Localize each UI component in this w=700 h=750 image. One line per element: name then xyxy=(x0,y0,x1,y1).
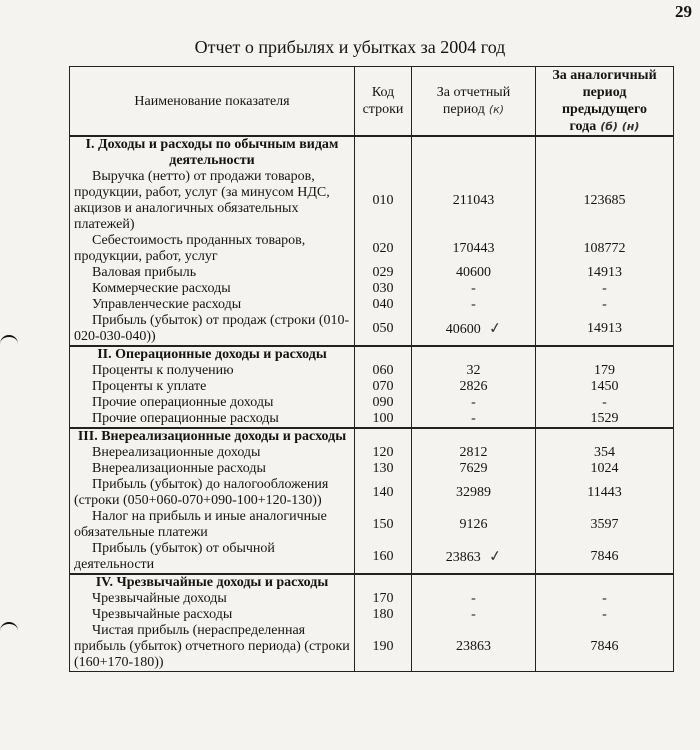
current-value: - xyxy=(412,591,536,607)
previous-value: 1529 xyxy=(536,411,674,428)
row-code: 190 xyxy=(355,623,412,672)
row-code: 040 xyxy=(355,297,412,313)
table-row xyxy=(70,623,674,672)
table-row xyxy=(70,509,674,541)
row-code: 160 xyxy=(355,541,412,574)
previous-value: 179 xyxy=(536,363,674,379)
current-value: 2812 xyxy=(412,445,536,461)
row-code: 100 xyxy=(355,411,412,428)
current-value: 211043 xyxy=(412,169,536,233)
row-label: Выручка (нетто) от продажи товаров, продукции, работ, услуг (за минусом НДС, акцизов и аналогичных обязательных платежей) xyxy=(70,169,355,233)
section-title: III. Внереализационные доходы и расходы xyxy=(70,428,355,445)
current-value: - xyxy=(412,411,536,428)
row-code: 170 xyxy=(355,591,412,607)
previous-value: 11443 xyxy=(536,477,674,509)
row-code: 030 xyxy=(355,281,412,297)
previous-value: 354 xyxy=(536,445,674,461)
row-code: 180 xyxy=(355,607,412,623)
handwritten-note: (б) (н) xyxy=(600,120,640,133)
row-label: Себестоимость проданных товаров, продукции, работ, услуг xyxy=(70,233,355,265)
row-label: Управленческие расходы xyxy=(70,297,355,313)
table-header-row xyxy=(70,67,674,137)
previous-value: 108772 xyxy=(536,233,674,265)
row-label: Налог на прибыль и иные аналогичные обязательные платежи xyxy=(70,509,355,541)
section-title: I. Доходы и расходы по обычным видам деятельности xyxy=(70,136,355,169)
previous-value: - xyxy=(536,591,674,607)
row-label: Коммерческие расходы xyxy=(70,281,355,297)
previous-value: 7846 xyxy=(536,541,674,574)
current-value: 40600 xyxy=(412,265,536,281)
row-code: 140 xyxy=(355,477,412,509)
current-value: - xyxy=(412,607,536,623)
checkmark-icon: ✓ xyxy=(487,319,503,338)
previous-value: 14913 xyxy=(536,313,674,346)
row-label: Прочие операционные расходы xyxy=(70,411,355,428)
table-row xyxy=(70,379,674,395)
current-value: 32989 xyxy=(412,477,536,509)
current-value: 2826 xyxy=(412,379,536,395)
current-value: 170443 xyxy=(412,233,536,265)
section-row xyxy=(70,574,674,591)
row-code: 070 xyxy=(355,379,412,395)
income-statement-table xyxy=(69,66,674,672)
table-row xyxy=(70,233,674,265)
current-value: 40600 ✓ xyxy=(412,313,536,346)
previous-value: 1450 xyxy=(536,379,674,395)
row-label: Чрезвычайные доходы xyxy=(70,591,355,607)
current-value: - xyxy=(412,395,536,411)
row-code: 010 xyxy=(355,169,412,233)
table-row xyxy=(70,461,674,477)
previous-value: - xyxy=(536,395,674,411)
previous-value: 7846 xyxy=(536,623,674,672)
document-title: Отчет о прибылях и убытках за 2004 год xyxy=(194,37,506,57)
row-label: Прибыль (убыток) до налогообложения (строки (050+060-070+090-100+120-130)) xyxy=(70,477,355,509)
current-value: 23863 ✓ xyxy=(412,541,536,574)
section-row xyxy=(70,346,674,363)
row-label: Внереализационные расходы xyxy=(70,461,355,477)
previous-value: 3597 xyxy=(536,509,674,541)
table-row xyxy=(70,169,674,233)
table-row xyxy=(70,313,674,346)
row-label: Проценты к получению xyxy=(70,363,355,379)
previous-value: 14913 xyxy=(536,265,674,281)
current-value: 32 xyxy=(412,363,536,379)
row-label: Внереализационные доходы xyxy=(70,445,355,461)
table-row xyxy=(70,591,674,607)
checkmark-icon: ✓ xyxy=(487,547,503,566)
table-row xyxy=(70,281,674,297)
row-label: Прибыль (убыток) от обычной деятельности xyxy=(70,541,355,574)
table-row xyxy=(70,445,674,461)
row-code: 090 xyxy=(355,395,412,411)
row-code: 029 xyxy=(355,265,412,281)
row-label: Прибыль (убыток) от продаж (строки (010-020-030-040)) xyxy=(70,313,355,346)
row-code: 120 xyxy=(355,445,412,461)
section-title: IV. Чрезвычайные доходы и расходы xyxy=(70,574,355,591)
previous-value: 1024 xyxy=(536,461,674,477)
header-name: Наименование показателя xyxy=(70,67,355,137)
margin-mark xyxy=(0,335,18,345)
row-label: Чрезвычайные расходы xyxy=(70,607,355,623)
table-row xyxy=(70,363,674,379)
row-label: Проценты к уплате xyxy=(70,379,355,395)
previous-value: - xyxy=(536,607,674,623)
table-row xyxy=(70,265,674,281)
handwritten-note: (к) xyxy=(488,103,505,116)
table-row xyxy=(70,395,674,411)
row-code: 050 xyxy=(355,313,412,346)
table-row xyxy=(70,477,674,509)
table-row xyxy=(70,411,674,428)
previous-value: 123685 xyxy=(536,169,674,233)
row-code: 130 xyxy=(355,461,412,477)
section-row xyxy=(70,428,674,445)
table-row xyxy=(70,607,674,623)
current-value: 23863 xyxy=(412,623,536,672)
current-value: - xyxy=(412,281,536,297)
header-code: Код строки xyxy=(355,67,412,137)
current-value: - xyxy=(412,297,536,313)
header-previous: За аналогичный период предыдущего года (б) (н) xyxy=(536,67,674,137)
margin-mark xyxy=(0,622,18,632)
page-number: 29 xyxy=(675,2,692,21)
row-label: Чистая прибыль (нераспределенная прибыль (убыток) отчетного периода) (строки (160+170-180)) xyxy=(70,623,355,672)
row-code: 150 xyxy=(355,509,412,541)
previous-value: - xyxy=(536,297,674,313)
row-code: 060 xyxy=(355,363,412,379)
previous-value: - xyxy=(536,281,674,297)
current-value: 9126 xyxy=(412,509,536,541)
row-label: Валовая прибыль xyxy=(70,265,355,281)
table-row xyxy=(70,297,674,313)
header-current: За отчетный период (к) xyxy=(412,67,536,137)
table-row xyxy=(70,541,674,574)
section-title: II. Операционные доходы и расходы xyxy=(70,346,355,363)
section-row xyxy=(70,136,674,169)
current-value: 7629 xyxy=(412,461,536,477)
row-code: 020 xyxy=(355,233,412,265)
row-label: Прочие операционные доходы xyxy=(70,395,355,411)
